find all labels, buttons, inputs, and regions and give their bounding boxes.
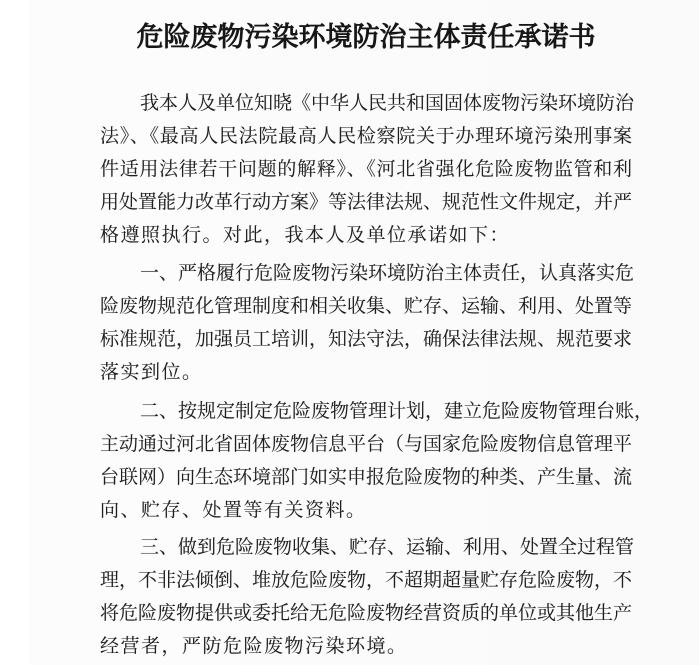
paragraph-item-1: [100, 257, 635, 389]
text-line: 台联网）向生态环境部门如实申报危险废物的种类、产生量、流: [100, 467, 633, 488]
text-line: 经营者，严防危险废物污染环境。: [100, 636, 408, 657]
text-line: 三、做到危险废物收集、贮存、运输、利用、处置全过程管: [140, 537, 635, 558]
paragraph-item-3: [100, 531, 635, 663]
text-line: 落实到位。: [100, 362, 203, 383]
text-line: 向、贮存、处置等有关资料。: [100, 500, 367, 521]
document-title: 危险废物污染环境防治主体责任承诺书: [136, 22, 596, 52]
paragraph-intro: [100, 87, 635, 252]
text-line: 将危险废物提供或委托给无危险废物经营资质的单位或其他生产: [100, 603, 633, 624]
text-line: 标准规范，加强员工培训，知法守法，确保法律法规、规范要求: [100, 329, 633, 350]
text-line: 险废物规范化管理制度和相关收集、贮存、运输、利用、处置等: [100, 296, 633, 317]
text-line: 用处置能力改革行动方案》等法律法规、规范性文件规定，并严: [100, 192, 633, 213]
text-line: 件适用法律若干问题的解释》、《河北省强化危险废物监管和利: [100, 159, 632, 180]
paragraph-item-2: [100, 395, 654, 527]
text-line: 一、严格履行危险废物污染环境防治主体责任，认真落实危: [140, 263, 635, 284]
text-line: 理，不非法倾倒、堆放危险废物，不超期超量贮存危险废物，不: [100, 570, 633, 591]
text-line: 格遵照执行。对此，我本人及单位承诺如下：: [100, 225, 511, 246]
text-line: 二、按规定制定危险废物管理计划，建立危险废物管理台账，: [140, 401, 654, 422]
text-line: 我本人及单位知晓《中华人民共和国固体废物污染环境防治: [140, 93, 635, 114]
text-line: 法》、《最高人民法院最高人民检察院关于办理环境污染刑事案: [100, 126, 632, 147]
text-line: 主动通过河北省固体废物信息平台（与国家危险废物信息管理平: [100, 434, 633, 455]
